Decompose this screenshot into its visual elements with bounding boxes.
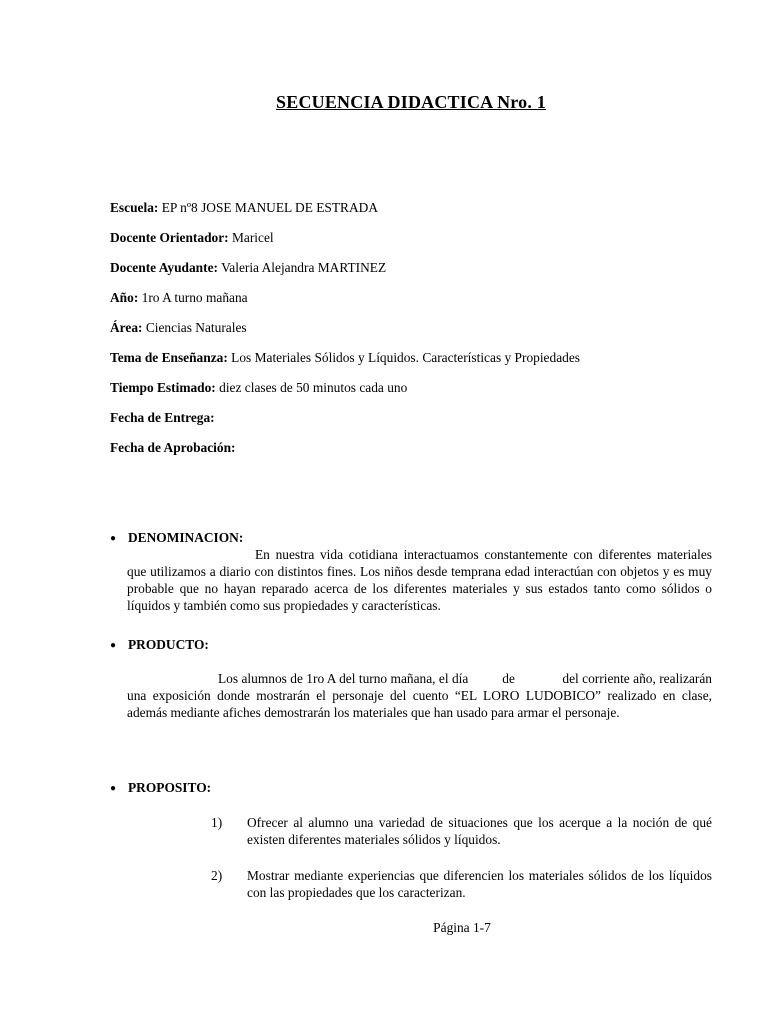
field-anio: [110, 289, 248, 306]
field-label: Tema de Enseñanza:: [110, 350, 228, 365]
producto-heading: [110, 636, 209, 654]
bullet-icon: ●: [110, 783, 117, 794]
field-tema: [110, 349, 580, 366]
bullet-icon: ●: [110, 640, 117, 651]
denominacion-text: En nuestra vida cotidiana interactuamos constantemente con diferentes materiales que utilizamos a diario con distintos fines. Los niños desde temprana edad interactúan con objetos y es muy probable que no hayan reparado acerca de los diferentes materiales y sus estados tanto como sólidos o líquidos y también como sus propiedades y características.: [127, 547, 712, 613]
proposito-heading: [110, 779, 211, 797]
field-label: Docente Orientador:: [110, 230, 229, 245]
field-value: Los Materiales Sólidos y Líquidos. Características y Propiedades: [227, 350, 580, 365]
field-label: Área:: [110, 320, 143, 335]
page-number: Página 1-7: [433, 920, 491, 935]
field-label: Tiempo Estimado:: [110, 380, 216, 395]
field-value: 1ro A turno mañana: [138, 290, 248, 305]
field-label: Docente Ayudante:: [110, 260, 218, 275]
field-fecha-entrega: [110, 409, 215, 426]
field-tiempo: [110, 379, 407, 396]
heading-label: PROPOSITO:: [128, 780, 212, 795]
heading-label: PRODUCTO:: [128, 637, 209, 652]
field-label: Fecha de Aprobación:: [110, 440, 236, 455]
field-fecha-aprobacion: [110, 439, 235, 456]
denominacion-heading: [110, 529, 243, 547]
field-label: Escuela:: [110, 200, 159, 215]
proposito-item-text: Mostrar mediante experiencias que diferencien los materiales sólidos de los líquidos con las propiedades que los caracterizan.: [247, 868, 712, 900]
field-value: Valeria Alejandra MARTINEZ: [217, 260, 387, 275]
field-label: Año:: [110, 290, 139, 305]
proposito-item-text: Ofrecer al alumno una variedad de situaciones que los acerque a la noción de qué existen diferentes materiales sólidos y líquidos.: [247, 815, 712, 847]
proposito-item-number: 1): [211, 815, 223, 830]
field-docente-orientador: [110, 229, 274, 246]
heading-label: DENOMINACION:: [128, 530, 244, 545]
document-title: SECUENCIA DIDACTICA Nro. 1: [276, 92, 546, 112]
field-escuela: [110, 199, 378, 216]
field-docente-ayudante: [110, 259, 386, 276]
field-value: Ciencias Naturales: [142, 320, 247, 335]
producto-text: Los alumnos de 1ro A del turno mañana, el día de del corriente año, realizarán una exposición donde mostrarán el personaje del cuento “EL LORO LUDOBICO” realizado en clase, además mediante afiches demostrarán los materiales que han usado para armar el personaje.: [127, 671, 716, 720]
field-value: diez clases de 50 minutos cada uno: [215, 380, 408, 395]
bullet-icon: ●: [110, 533, 117, 544]
proposito-item-number: 2): [211, 868, 223, 883]
field-area: [110, 319, 247, 336]
field-value: EP nº8 JOSE MANUEL DE ESTRADA: [158, 200, 379, 215]
field-label: Fecha de Entrega:: [110, 410, 215, 425]
field-value: Maricel: [228, 230, 274, 245]
